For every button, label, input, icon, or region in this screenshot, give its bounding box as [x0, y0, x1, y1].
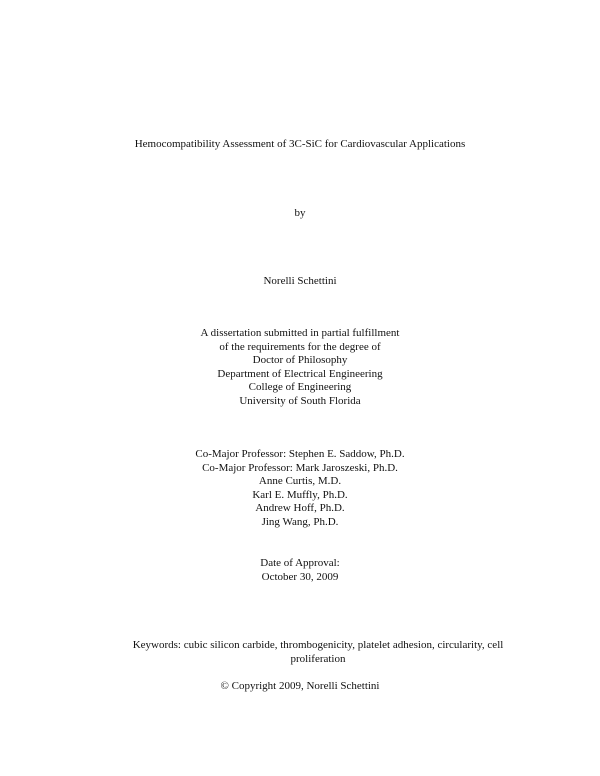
university-name: University of South Florida — [239, 394, 361, 407]
committee-member: Co-Major Professor: Stephen E. Saddow, Ph.D. — [195, 448, 405, 460]
committee-member: Karl E. Muffly, Ph.D. — [252, 488, 348, 501]
approval-date: October 30, 2009 — [261, 570, 339, 583]
submission-line: of the requirements for the degree of — [219, 340, 381, 353]
keywords: Keywords: cubic silicon carbide, thrombogenicity, platelet adhesion, circularity, cell proliferation — [132, 639, 504, 665]
department-name: Department of Electrical Engineering — [217, 367, 383, 380]
approval-label: Date of Approval: — [260, 557, 340, 569]
committee-member: Jing Wang, Ph.D. — [261, 515, 339, 528]
approval-section — [0, 557, 600, 584]
committee-member: Andrew Hoff, Ph.D. — [255, 502, 345, 515]
author-name: Norelli Schettini — [263, 275, 337, 287]
submission-statement — [0, 327, 600, 409]
dissertation-title: Hemocompatibility Assessment of 3C-SiC for Cardiovascular Applications — [134, 138, 466, 150]
degree-name: Doctor of Philosophy — [252, 354, 348, 367]
college-name: College of Engineering — [248, 381, 352, 394]
committee-member: Anne Curtis, M.D. — [258, 475, 342, 488]
committee-member: Co-Major Professor: Mark Jaroszeski, Ph.D. — [202, 461, 398, 474]
by-line: by — [294, 207, 306, 219]
committee-list — [0, 448, 600, 530]
submission-line: A dissertation submitted in partial fulfillment — [200, 327, 400, 339]
copyright-notice: © Copyright 2009, Norelli Schettini — [220, 680, 380, 692]
